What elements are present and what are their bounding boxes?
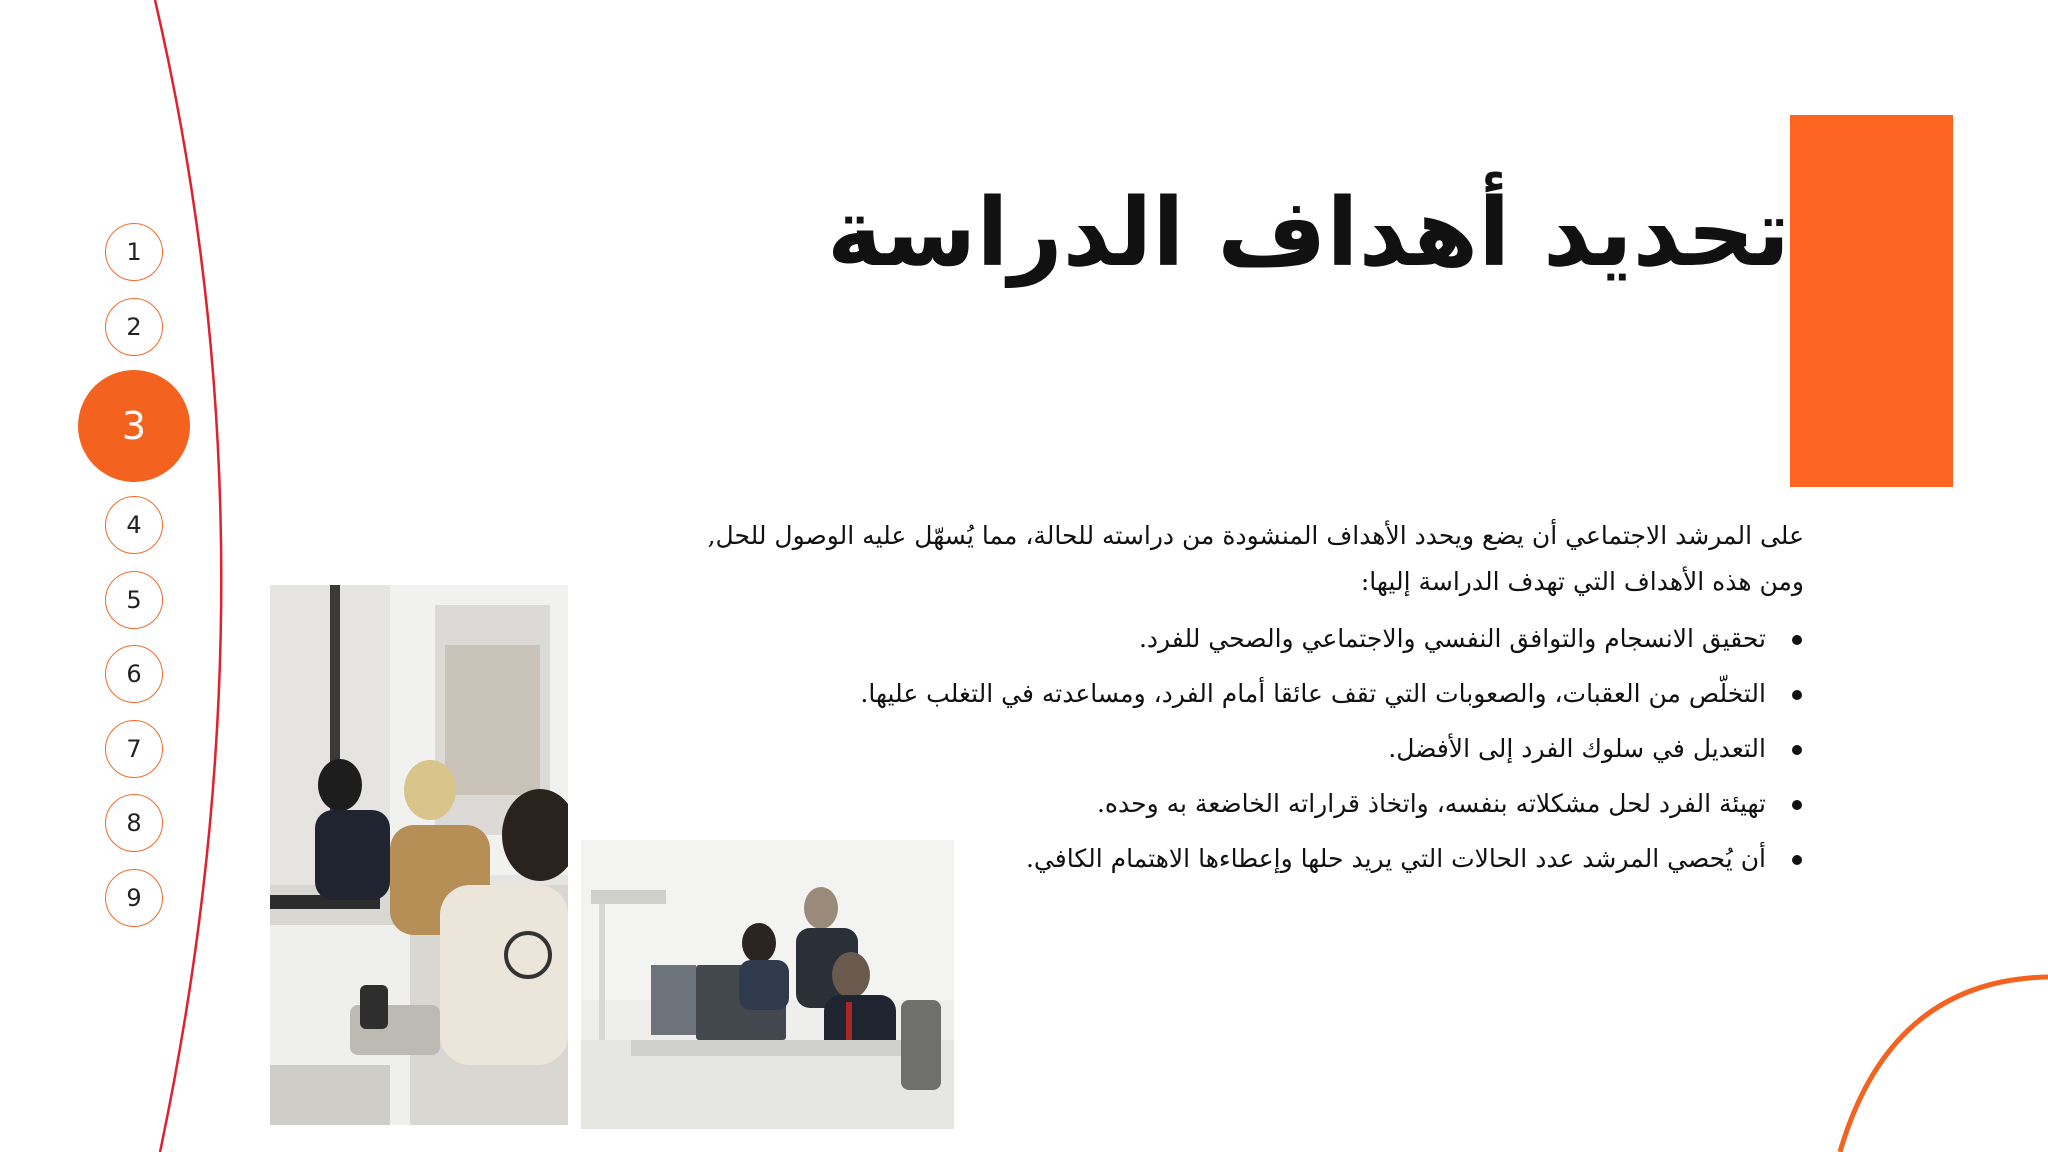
nav-slide-1[interactable]: 1 bbox=[105, 223, 163, 281]
orange-accent-block bbox=[1790, 115, 1953, 487]
nav-slide-7[interactable]: 7 bbox=[105, 720, 163, 778]
nav-slide-4[interactable]: 4 bbox=[105, 496, 163, 554]
list-item: أن يُحصي المرشد عدد الحالات التي يريد حلها وإعطاءها الاهتمام الكافي. bbox=[684, 831, 1804, 886]
nav-slide-3-active[interactable]: 3 bbox=[78, 370, 190, 482]
body-text bbox=[684, 513, 1804, 886]
nav-slide-9[interactable]: 9 bbox=[105, 869, 163, 927]
nav-slide-2[interactable]: 2 bbox=[105, 298, 163, 356]
left-red-arc bbox=[155, 0, 221, 1152]
students-at-computers-photo bbox=[270, 585, 568, 1125]
intro-line-1: على المرشد الاجتماعي أن يضع ويحدد الأهداف المنشودة من دراسته للحالة، مما يُسهّل عليه الوصول للحل, bbox=[707, 521, 1804, 550]
list-item: التعديل في سلوك الفرد إلى الأفضل. bbox=[684, 721, 1804, 776]
nav-slide-5[interactable]: 5 bbox=[105, 571, 163, 629]
nav-slide-6[interactable]: 6 bbox=[105, 645, 163, 703]
office-meeting-photo bbox=[581, 840, 954, 1129]
bottom-right-orange-arc bbox=[1840, 977, 2048, 1152]
list-item: تهيئة الفرد لحل مشكلاته بنفسه، واتخاذ قراراته الخاضعة به وحده. bbox=[684, 776, 1804, 831]
nav-slide-8[interactable]: 8 bbox=[105, 794, 163, 852]
intro-line-2: ومن هذه الأهداف التي تهدف الدراسة إليها: bbox=[1360, 567, 1804, 596]
slide-title: تحديد أهداف الدراسة bbox=[826, 179, 1790, 288]
list-item: تحقيق الانسجام والتوافق النفسي والاجتماعي والصحي للفرد. bbox=[684, 611, 1804, 666]
list-item: التخلّص من العقبات، والصعوبات التي تقف عائقا أمام الفرد، ومساعدته في التغلب عليها. bbox=[684, 666, 1804, 721]
